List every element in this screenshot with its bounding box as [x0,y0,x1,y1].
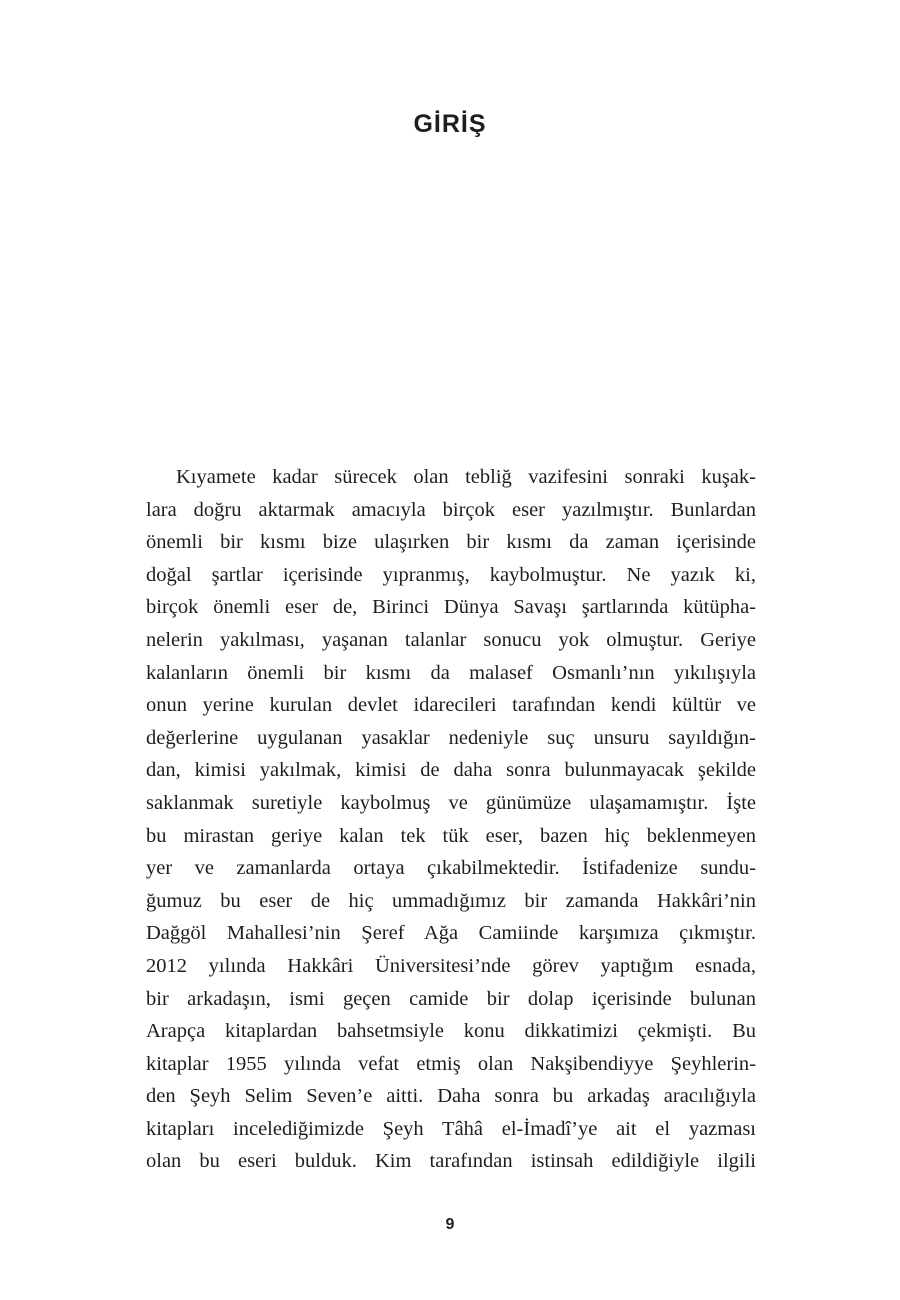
text-line: onun yerine kurulan devlet idarecileri tarafından kendi kültür ve [146,694,756,717]
text-line: Kıyamete kadar sürecek olan tebliğ vazifesini sonraki kuşak- [176,466,756,488]
text-line: kalanların önemli bir kısmı da malasef Osmanlı’nın yıkılışıyla [146,661,756,684]
text-line: değerlerine uygulanan yasaklar nedeniyle suç unsuru sayıldığın- [146,726,756,749]
text-line: doğal şartlar içerisinde yıpranmış, kaybolmuştur. Ne yazık ki, [146,563,756,586]
text-line: 2012 yılında Hakkâri Üniversitesi’nde görev yaptığım esnada, [146,954,756,977]
text-line: kitaplar 1955 yılında vefat etmiş olan Nakşibendiyye Şeyhlerin- [146,1052,756,1075]
text-line: lara doğru aktarmak amacıyla birçok eser yazılmıştır. Bunlardan [146,498,756,521]
text-line: Arapça kitaplardan bahsetmsiyle konu dikkatimizi çekmişti. Bu [146,1020,756,1043]
text-line: den Şeyh Selim Seven’e aitti. Daha sonra bu arkadaş aracılığıyla [146,1085,756,1108]
text-line: birçok önemli eser de, Birinci Dünya Savaşı şartlarında kütüpha- [146,596,756,619]
chapter-title: GİRİŞ [413,110,487,138]
text-line: önemli bir kısmı bize ulaşırken bir kısmı da zaman içerisinde [146,531,756,554]
text-line: bu mirastan geriye kalan tek tük eser, bazen hiç beklenmeyen [146,824,756,847]
text-line: Dağgöl Mahallesi’nin Şeref Ağa Camiinde karşımıza çıkmıştır. [146,922,756,945]
text-line: ğumuz bu eser de hiç ummadığımız bir zamanda Hakkâri’nin [146,889,756,912]
text-line: olan bu eseri bulduk. Kim tarafından istinsah edildiğiyle ilgili [146,1150,756,1173]
text-line: kitapları incelediğimizde Şeyh Tâhâ el-İmadî’ye ait el yazması [146,1117,756,1140]
text-line: saklanmak suretiyle kaybolmuş ve günümüze ulaşamamıştır. İşte [146,791,756,814]
text-line: yer ve zamanlarda ortaya çıkabilmektedir. İstifadenize sundu- [146,857,756,880]
body-paragraph [146,461,756,1178]
text-line: bir arkadaşın, ismi geçen camide bir dolap içerisinde bulunan [146,987,756,1010]
text-line: dan, kimisi yakılmak, kimisi de daha sonra bulunmayacak şekilde [146,759,756,782]
text-line: nelerin yakılması, yaşanan talanlar sonucu yok olmuştur. Geriye [146,628,756,651]
page-number: 9 [445,1216,455,1233]
